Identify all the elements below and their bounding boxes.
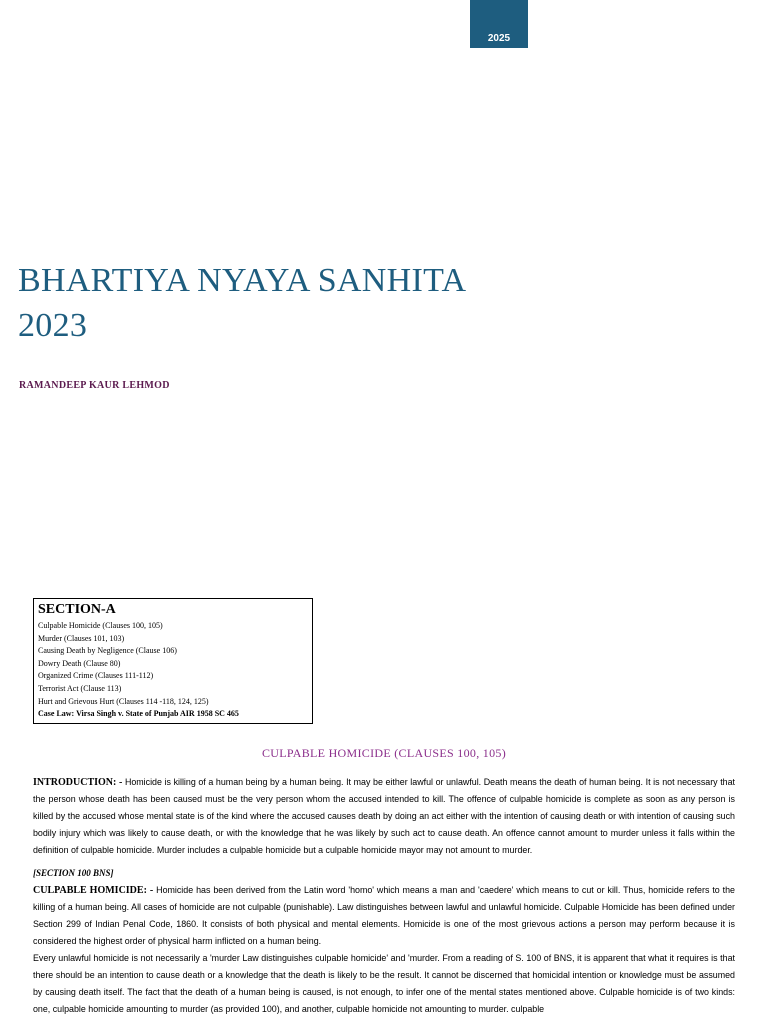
unlawful-homicide-paragraph: Every unlawful homicide is not necessarily a 'murder Law distinguishes culpable homicide' and 'murder. From a reading of S. 100 of BNS, it is apparent that what it requires is that there should be an intention to cause death or a knowledge that the death is likely to be the result. It cannot be discerned that homicidal intention or knowledge must be assumed by causing death itself. The fact that the death of a human being is caused, is not enough, to infer one of the mental states mentioned above. Culpable homicide is of two kinds: one, culpable homicide amounting to murder (as provided 100), and another, culpable homicide not amounting to murder. culpable [33, 953, 735, 1014]
section-heading: SECTION-A [38, 602, 116, 617]
intro-label: INTRODUCTION: - [33, 777, 123, 788]
culpable-homicide-text: Homicide has been derived from the Latin word 'homo' which means a man and 'caedere' which means to cut or kill. Thus, homicide refers to the killing of a human being. All cases of homicide are not culpable (punishable). Law distinguishes between lawful and unlawful homicide. Culpable Homicide has been defined under Section 299 of Indian Penal Code, 1860. It consists of both physical and mental elements. Homicide is one of the most grievous actions a person may perform because it is considered the highest order of physical harm inflicted on a human being. [33, 885, 735, 946]
author-name: RAMANDEEP KAUR LEHMOD [19, 380, 170, 391]
section-topic-item: Culpable Homicide (Clauses 100, 105) [38, 621, 163, 630]
section-topic-item: Murder (Clauses 101, 103) [38, 633, 125, 643]
document-title [18, 258, 466, 348]
intro-text: Homicide is killing of a human being by a human being. It may be either lawful or unlawful. Death means the death of human being. It is not necessary that the person whose death has been caused must be the very person whom the accused intended to kill. The offence of culpable homicide is complete as soon as any person is killed by the accused whose mental state is of the kind where the accused causes death by doing an act either with the intention of causing death or with intention of causing such bodily injury which was likely to cause death, or with the knowledge that he was likely by such act to cause death. An offence cannot amount to murder unless it falls within the definition of culpable homicide. Murder includes a culpable homicide but a culpable homicide mayor may not amount to murder. [33, 777, 736, 855]
year-tab [470, 0, 528, 48]
section-topic-item: Terrorist Act (Clause 113) [38, 683, 122, 693]
section-topic-item: Hurt and Grievous Hurt (Clauses 114 -118, 124, 125) [38, 696, 209, 706]
topic-heading: CULPABLE HOMICIDE (CLAUSES 100, 105) [261, 746, 507, 760]
case-law-reference: Case Law: Virsa Singh v. State of Punjab AIR 1958 SC 465 [38, 709, 239, 719]
section-ref-label: [SECTION 100 BNS] [33, 868, 114, 878]
culpable-homicide-label: CULPABLE HOMICIDE: - [33, 885, 154, 896]
title-line-1: BHARTIYA NYAYA SANHITA [18, 262, 467, 299]
year-label: 2025 [487, 33, 511, 44]
section-topic-item: Causing Death by Negligence (Clause 106) [38, 646, 177, 656]
intro-paragraph [33, 774, 735, 859]
body-text [33, 774, 735, 1018]
culpable-homicide-paragraph [33, 882, 735, 950]
section-summary-box [33, 598, 313, 724]
section-topic-item: Organized Crime (Clauses 111-112) [38, 671, 154, 681]
section-topic-list [38, 620, 308, 708]
section-reference [33, 865, 735, 882]
section-topic-item: Dowry Death (Clause 80) [38, 658, 121, 668]
title-line-2: 2023 [18, 307, 88, 344]
